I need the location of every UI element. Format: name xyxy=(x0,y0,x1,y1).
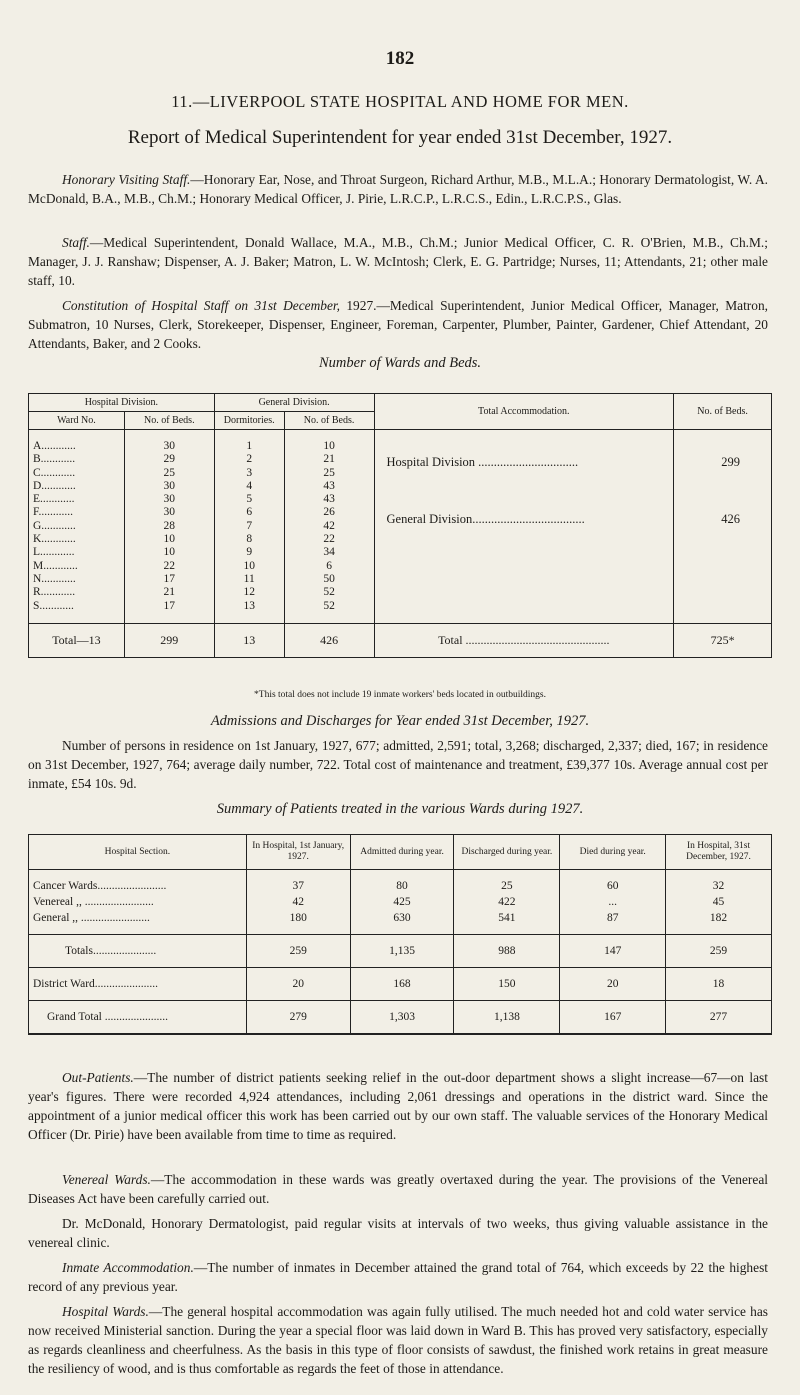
value-cell: 1,138 xyxy=(454,1001,560,1035)
value-cell: 422 xyxy=(498,896,516,908)
ward-cell: E............ xyxy=(33,493,75,506)
acc-hospital-label: Hospital Division ................................ xyxy=(386,455,579,469)
ward-cell: M............ xyxy=(33,559,78,572)
value-cell: 18 xyxy=(666,968,772,1001)
total-dormitories: 13 xyxy=(214,623,284,657)
dorm-beds-cell: 22 xyxy=(323,533,335,546)
dorm-beds-cell: 10 xyxy=(323,440,335,452)
venereal-text: —The accommodation in these wards was greatly overtaxed during the year. The provisions of the Venereal Diseases Act have been carefully carried out. xyxy=(28,1172,768,1206)
dorm-beds-cell: 34 xyxy=(323,546,335,559)
value-cell: 180 xyxy=(289,912,307,924)
value-cell: 259 xyxy=(666,935,772,968)
hospital-wards-paragraph xyxy=(28,1302,768,1378)
dormitory-cell: 4 xyxy=(246,479,253,492)
footnote: *This total does not include 19 inmate workers' beds located in outbuildings. xyxy=(254,690,546,700)
value-cell: ... xyxy=(608,896,618,908)
district-label: District Ward...................... xyxy=(29,968,247,1001)
honorary-staff-paragraph xyxy=(28,170,768,208)
value-cell: 37 xyxy=(292,880,304,892)
hospital-wards-label: Hospital Wards. xyxy=(62,1304,149,1319)
out-patients-paragraph xyxy=(28,1068,768,1144)
value-cell: 20 xyxy=(246,968,350,1001)
ward-beds-cell: 30 xyxy=(163,440,176,452)
accommodation-values xyxy=(674,430,772,624)
dorm-beds-cell: 42 xyxy=(323,519,335,532)
header-general-division: General Division. xyxy=(214,394,374,412)
dormitory-cell: 3 xyxy=(246,466,253,479)
ward-beds-cell: 30 xyxy=(163,506,176,519)
section-cell: General ,, ........................ xyxy=(33,912,150,924)
dormitory-cell: 6 xyxy=(246,506,253,519)
grand-total-row xyxy=(29,1001,772,1035)
dormitory-cell: 1 xyxy=(246,440,253,452)
accommodation-labels xyxy=(374,430,674,624)
ward-cell: A............ xyxy=(33,440,76,452)
value-cell: 259 xyxy=(246,935,350,968)
staff-paragraph xyxy=(28,233,768,290)
ward-beds-cell: 10 xyxy=(163,546,176,559)
total-label: Total—13 xyxy=(29,623,125,657)
discharged-list xyxy=(454,870,560,935)
value-cell: 182 xyxy=(709,912,728,924)
value-cell: 25 xyxy=(501,880,513,892)
venereal-label: Venereal Wards. xyxy=(62,1172,151,1187)
hospital-wards-text: —The general hospital accommodation was again fully utilised. The much needed hot and cold water service has now received Ministerial sanction. During the year a special floor was laid down in Ward B. This has proved very satisfactory, especially as regards cleanliness and cheerfulness. As the basis in this type of floor consists of sawdust, the finished work retains in great measure the resiliency of wood, and is thus comfortable as regards the feet of those in attendance. xyxy=(28,1304,768,1376)
dorm-beds-cell: 26 xyxy=(323,506,335,519)
dorm-beds-cell: 6 xyxy=(326,559,332,572)
value-cell: 20 xyxy=(560,968,666,1001)
ward-list xyxy=(29,430,125,624)
value-cell: 630 xyxy=(393,912,411,924)
district-row xyxy=(29,968,772,1001)
value-cell: 277 xyxy=(666,1001,772,1035)
header-ward-beds: No. of Beds. xyxy=(124,412,214,430)
staff-text: —Medical Superintendent, Donald Wallace, M.A., M.B., Ch.M.; Junior Medical Officer, C. R. O'Brien, M.B., Ch.M.; Manager, J. J. Ranshaw; Dispenser, A. J. Baker; Matron, L. W. McIntosh; Clerk, E. G. Partridge; Nurses, 11; Attendants, 21; other male staff, 10. xyxy=(28,235,768,288)
admissions-title: Admissions and Discharges for Year ended 31st December, 1927. xyxy=(210,713,590,729)
honorary-staff-text: —Honorary Ear, Nose, and Throat Surgeon, Richard Arthur, M.B., M.L.A.; Honorary Dermatologist, W. A. McDonald, B.A., M.B., Ch.M.; Honorary Medical Officer, J. Pirie, L.R.C.P., L.R.C.S., Edin., L.R.C.P.S., Glas. xyxy=(28,172,768,206)
ward-beds-cell: 30 xyxy=(163,479,176,492)
value-cell: 168 xyxy=(350,968,454,1001)
summary-header-discharged: Discharged during year. xyxy=(454,835,560,870)
ward-cell: L............ xyxy=(33,546,75,559)
header-ward-no: Ward No. xyxy=(29,412,125,430)
out-patients-text: —The number of district patients seeking relief in the out-door department shows a slight increase—67—on last year's figures. There were recorded 4,924 attendances, including 2,061 dressings and operations in the district ward. Since the appointment of a junior medical officer this work has been carried out by our own staff. The valuable services of the Honorary Medical Officer (Dr. Pirie) have been available from time to time as required. xyxy=(28,1070,768,1142)
value-cell: 60 xyxy=(606,880,619,892)
value-cell: 988 xyxy=(454,935,560,968)
ward-beds-cell: 22 xyxy=(163,559,176,572)
ward-cell: G............ xyxy=(33,519,76,532)
dormitory-cell: 5 xyxy=(246,493,253,506)
acc-general-label: General Division.................................... xyxy=(386,512,585,526)
summary-header-in-dec: In Hospital, 31st December, 1927. xyxy=(666,835,772,870)
ward-cell: F............ xyxy=(33,506,73,519)
total-dorm-beds: 426 xyxy=(284,623,374,657)
mcdonald-text: Dr. McDonald, Honorary Dermatologist, paid regular visits at intervals of two weeks, thus giving valuable assistance in the venereal clinic. xyxy=(28,1216,768,1250)
ward-beds-cell: 25 xyxy=(163,466,176,479)
admissions-text: Number of persons in residence on 1st January, 1927, 677; admitted, 2,591; total, 3,268; discharged, 2,337; died, 167; in residence on 31st December, 1927, 764; average daily number, 722. Total cost of maintenance and treatment, £39,377 10s. Average annual cost per inmate, £54 10s. 9d. xyxy=(28,738,768,791)
value-cell: 541 xyxy=(498,912,516,924)
dorm-beds-cell: 52 xyxy=(323,586,335,599)
value-cell: 80 xyxy=(396,880,408,892)
value-cell: 147 xyxy=(560,935,666,968)
total-ward-beds: 299 xyxy=(124,623,214,657)
ward-beds-cell: 10 xyxy=(163,533,176,546)
summary-header-admitted: Admitted during year. xyxy=(350,835,454,870)
dorm-beds-cell: 25 xyxy=(323,466,335,479)
ward-cell: D............ xyxy=(33,479,76,492)
value-cell: 1,303 xyxy=(350,1001,454,1035)
dormitory-cell: 11 xyxy=(243,572,255,585)
dormitory-cell: 9 xyxy=(246,546,253,559)
dormitory-cell: 8 xyxy=(246,533,253,546)
section-heading: 11.—LIVERPOOL STATE HOSPITAL AND HOME FOR MEN. xyxy=(171,92,629,111)
dorm-beds-cell: 50 xyxy=(323,572,335,585)
totals-label: Totals...................... xyxy=(29,935,247,968)
grand-total-label: Grand Total ...................... xyxy=(29,1001,247,1035)
header-total-accommodation: Total Accommodation. xyxy=(374,394,674,430)
died-list xyxy=(560,870,666,935)
ward-cell: C............ xyxy=(33,466,76,479)
header-dorm-beds: No. of Beds. xyxy=(284,412,374,430)
in-jan-list xyxy=(246,870,350,935)
header-hospital-division: Hospital Division. xyxy=(29,394,215,412)
ward-beds-cell: 30 xyxy=(163,493,176,506)
section-cell: Cancer Wards........................ xyxy=(33,880,167,892)
inmate-text: —The number of inmates in December attained the grand total of 764, which exceeds by 22 the highest record of any previous year. xyxy=(28,1260,768,1294)
page-number: 182 xyxy=(385,48,415,69)
dormitory-cell: 2 xyxy=(246,453,253,466)
dormitory-cell: 13 xyxy=(243,599,255,612)
dormitory-cell: 10 xyxy=(243,559,255,572)
inmate-paragraph xyxy=(28,1258,768,1296)
acc-hospital-value: 299 xyxy=(721,455,740,469)
venereal-paragraph xyxy=(28,1170,768,1208)
ward-cell: B............ xyxy=(33,453,76,466)
total-acc-value: 725* xyxy=(674,623,772,657)
dorm-beds-cell: 52 xyxy=(323,599,335,612)
mcdonald-paragraph xyxy=(28,1214,768,1252)
ward-cell: S............ xyxy=(33,599,74,612)
acc-general-value: 426 xyxy=(721,512,740,526)
dormitory-cell: 12 xyxy=(243,586,255,599)
dormitory-cell: 7 xyxy=(246,519,253,532)
inmate-label: Inmate Accommodation. xyxy=(62,1260,194,1275)
honorary-staff-label: Honorary Visiting Staff. xyxy=(62,172,191,187)
constitution-label: Constitution of Hospital Staff on 31st December, xyxy=(62,298,341,313)
ward-beds-cell: 21 xyxy=(163,586,176,599)
wards-beds-table xyxy=(28,393,772,658)
section-cell: Venereal ,, ........................ xyxy=(33,896,154,908)
admitted-list xyxy=(350,870,454,935)
ward-beds-list xyxy=(124,430,214,624)
report-title: Report of Medical Superintendent for year ended 31st December, 1927. xyxy=(127,127,673,148)
value-cell: 167 xyxy=(560,1001,666,1035)
summary-table-title: Summary of Patients treated in the various Wards during 1927. xyxy=(216,801,584,817)
out-patients-label: Out-Patients. xyxy=(62,1070,134,1085)
header-no-of-beds: No. of Beds. xyxy=(674,394,772,430)
value-cell: 1,135 xyxy=(350,935,454,968)
ward-beds-cell: 17 xyxy=(163,572,176,585)
summary-header-died: Died during year. xyxy=(560,835,666,870)
dormitory-list xyxy=(214,430,284,624)
dorm-beds-cell: 43 xyxy=(323,493,335,506)
staff-label: Staff. xyxy=(62,235,90,250)
wards-table-title: Number of Wards and Beds. xyxy=(318,355,482,371)
ward-cell: R............ xyxy=(33,586,76,599)
dorm-beds-cell: 43 xyxy=(323,479,335,492)
ward-cell: K............ xyxy=(33,533,76,546)
value-cell: 279 xyxy=(246,1001,350,1035)
value-cell: 425 xyxy=(393,896,411,908)
summary-header-in-jan: In Hospital, 1st January, 1927. xyxy=(246,835,350,870)
value-cell: 150 xyxy=(454,968,560,1001)
dorm-beds-list xyxy=(284,430,374,624)
summary-header-section: Hospital Section. xyxy=(29,835,247,870)
ward-beds-cell: 28 xyxy=(163,519,176,532)
value-cell: 42 xyxy=(292,896,304,908)
totals-row xyxy=(29,935,772,968)
value-cell: 45 xyxy=(712,896,725,908)
section-list xyxy=(29,870,247,935)
ward-beds-cell: 29 xyxy=(163,453,176,466)
constitution-paragraph xyxy=(28,296,768,353)
in-dec-list xyxy=(666,870,772,935)
ward-cell: N............ xyxy=(33,572,76,585)
total-acc-label: Total ................................................ xyxy=(374,623,674,657)
ward-beds-cell: 17 xyxy=(163,599,176,612)
value-cell: 32 xyxy=(712,880,725,892)
header-dormitories: Dormitories. xyxy=(214,412,284,430)
dorm-beds-cell: 21 xyxy=(323,453,335,466)
summary-table xyxy=(28,834,772,1035)
value-cell: 87 xyxy=(606,912,619,924)
constitution-text: 1927.—Medical Superintendent, Junior Medical Officer, Manager, Matron, Submatron, 10 Nurses, Clerk, Storekeeper, Dispenser, Engineer, Foreman, Carpenter, Plumber, Painter, Gardener, Chief Attendant, 20 Attendants, Baker, and 2 Cooks. xyxy=(28,298,769,351)
admissions-paragraph xyxy=(28,736,768,793)
